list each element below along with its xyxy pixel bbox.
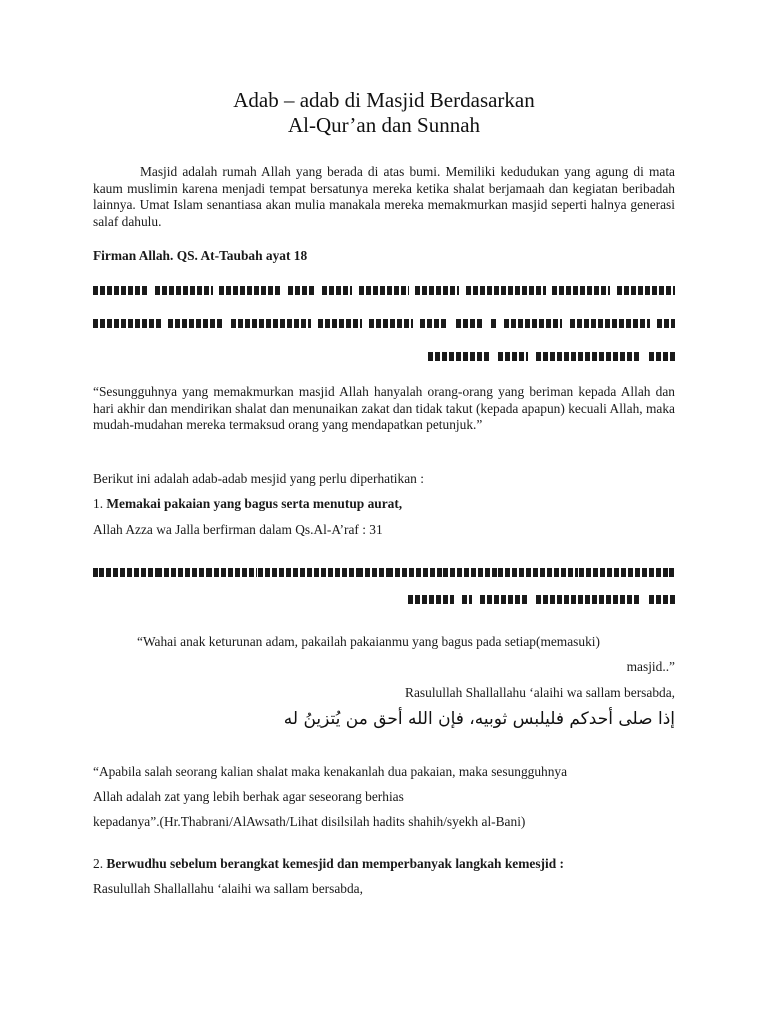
missing-glyph-word (288, 286, 316, 295)
missing-glyph-word (258, 568, 328, 577)
translation-taubah: “Sesungguhnya yang memakmurkan masjid Allah hanyalah orang-orang yang beriman kepada Allah dan hari akhir dan mendirikan shalat dan menunaikan zakat dan tidak takut (kepada apapun) kecuali Allah, maka mudah-mudahan mereka termaksud orang yang mendapatkan petunjuk.” (93, 384, 675, 432)
missing-glyph-word (428, 352, 490, 361)
item1-arabic-hadith: إذا صلى أحدكم فليلبس ثوبيه، فإن الله أحق من يُتزينُ له (283, 709, 675, 729)
verse-araf-line1 (93, 564, 675, 580)
item2-hadith-intro: Rasulullah Shallallahu ‘alaihi wa sallam bersabda, (93, 881, 363, 896)
missing-glyph-word (669, 568, 675, 577)
missing-glyph-word (570, 319, 650, 328)
intro-text: Masjid adalah rumah Allah yang berada di atas bumi. Memiliki kedudukan yang agung di mata kaum muslimin karena menjadi tempat bersatunya mereka ketika shalat berjamaah dan kegiatan beribadah lainnya. Umat Islam senantiasa akan mulia manakala mereka memakmurkan masjid seperti halnya generasi salaf dahulu. (93, 164, 675, 229)
missing-glyph-word (466, 286, 546, 295)
item1-hadith-line3: kepadanya”.(Hr.Thabrani/AlAwsath/Lihat disilsilah hadits shahih/syekh al-Bani) (93, 814, 526, 829)
missing-glyph-word (231, 319, 311, 328)
item1-title: Memakai pakaian yang bagus serta menutup aurat, (106, 496, 403, 511)
item1-source: Allah Azza wa Jalla berfirman dalam Qs.Al-A’raf : 31 (93, 522, 383, 537)
missing-glyph-word (504, 319, 562, 328)
missing-glyph-word (99, 568, 157, 577)
missing-glyph-word (607, 568, 669, 577)
missing-glyph-word (155, 286, 213, 295)
missing-glyph-word (318, 319, 362, 328)
missing-glyph-word (219, 286, 281, 295)
item1-translation-line1: “Wahai anak keturunan adam, pakailah pakaianmu yang bagus pada setiap(memasuki) (137, 634, 600, 649)
missing-glyph-word (536, 595, 641, 604)
missing-glyph-word (456, 319, 484, 328)
missing-glyph-word (93, 286, 148, 295)
verse-taubah-line2 (93, 315, 675, 331)
missing-glyph-word (168, 319, 223, 328)
missing-glyph-word (358, 568, 388, 577)
missing-glyph-word (322, 286, 352, 295)
missing-glyph-word (420, 319, 448, 328)
missing-glyph-word (369, 319, 413, 328)
missing-glyph-word (649, 352, 675, 361)
item1-translation-line2: masjid..” (626, 659, 675, 674)
missing-glyph-word (388, 568, 443, 577)
missing-glyph-word (207, 568, 257, 577)
list-intro: Berikut ini adalah adab-adab mesjid yang perlu diperhatikan : (93, 471, 424, 486)
missing-glyph-word (579, 568, 607, 577)
item1-hadith-intro: Rasulullah Shallallahu ‘alaihi wa sallam bersabda, (405, 685, 675, 700)
missing-glyph-word (617, 286, 675, 295)
missing-glyph-word (536, 352, 641, 361)
missing-glyph-word (649, 595, 675, 604)
missing-glyph-word (498, 352, 528, 361)
missing-glyph-word (408, 595, 454, 604)
missing-glyph-word (657, 319, 675, 328)
missing-glyph-word (93, 319, 161, 328)
item1-hadith-line1: “Apabila salah seorang kalian shalat maka kenakanlah dua pakaian, maka sesungguhnya (93, 764, 568, 779)
missing-glyph-word (157, 568, 207, 577)
verse-araf-line2 (93, 591, 675, 607)
missing-glyph-word (328, 568, 358, 577)
document-title-line2: Al-Qur’an dan Sunnah (287, 113, 481, 137)
missing-glyph-word (462, 595, 472, 604)
item1-heading (93, 496, 675, 512)
item1-number: 1. (93, 496, 104, 511)
verse-taubah-line3 (93, 348, 675, 364)
document-title-line1: Adab – adab di Masjid Berdasarkan (233, 88, 535, 112)
missing-glyph-word (359, 286, 409, 295)
missing-glyph-word (443, 568, 498, 577)
firman-heading: Firman Allah. QS. At-Taubah ayat 18 (93, 248, 308, 263)
item2-number: 2. (93, 856, 104, 871)
missing-glyph-word (552, 286, 610, 295)
item1-hadith-line2: Allah adalah zat yang lebih berhak agar seseorang berhias (93, 789, 404, 804)
missing-glyph-word (498, 568, 578, 577)
missing-glyph-word (480, 595, 528, 604)
item2-heading (93, 856, 675, 872)
missing-glyph-word (415, 286, 459, 295)
verse-taubah-line1 (93, 282, 675, 298)
intro-paragraph (93, 164, 675, 230)
missing-glyph-word (93, 568, 99, 577)
item2-title: Berwudhu sebelum berangkat kemesjid dan memperbanyak langkah kemesjid : (106, 856, 564, 871)
missing-glyph-word (491, 319, 497, 328)
